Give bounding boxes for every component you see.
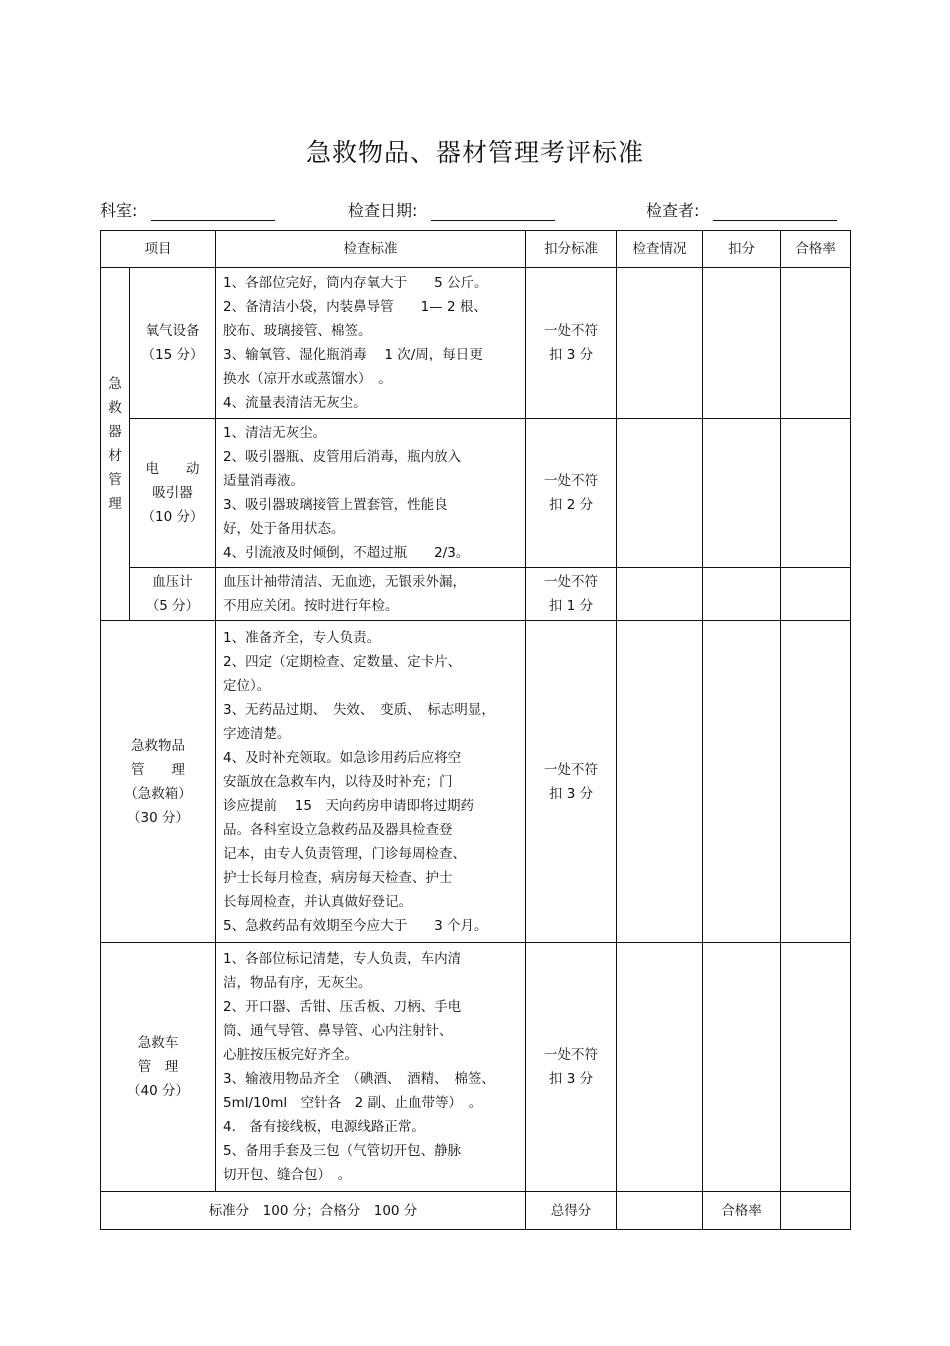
table-row bbox=[101, 419, 851, 568]
bp-deduction-rule: 一处不符 扣 1 分 bbox=[526, 568, 617, 621]
footer-pass-rate-label: 合格率 bbox=[703, 1192, 781, 1230]
cart-deduction-cell[interactable] bbox=[703, 943, 781, 1192]
evaluation-table bbox=[100, 230, 851, 1230]
table-row bbox=[101, 943, 851, 1192]
footer-total-label: 总得分 bbox=[526, 1192, 617, 1230]
oxygen-deduction-rule: 一处不符 扣 3 分 bbox=[526, 268, 617, 419]
bp-pass-rate-cell[interactable] bbox=[781, 568, 851, 621]
bp-item-label: 血压计 （5 分） bbox=[130, 568, 216, 621]
medicine-section-label: 急救物品 管 理 （急救箱） （30 分） bbox=[101, 621, 216, 943]
date-field bbox=[348, 198, 555, 221]
suction-item-label: 电 动 吸引器 （10 分） bbox=[130, 419, 216, 568]
cart-inspection-cell[interactable] bbox=[617, 943, 703, 1192]
oxygen-item-label: 氧气设备 （15 分） bbox=[130, 268, 216, 419]
header-deduction: 扣分 bbox=[703, 231, 781, 268]
medicine-deduction-rule: 一处不符 扣 3 分 bbox=[526, 621, 617, 943]
oxygen-inspection-cell[interactable] bbox=[617, 268, 703, 419]
medicine-pass-rate-cell[interactable] bbox=[781, 621, 851, 943]
inspector-field bbox=[646, 198, 837, 221]
header-item: 项目 bbox=[101, 231, 216, 268]
oxygen-pass-rate-cell[interactable] bbox=[781, 268, 851, 419]
oxygen-deduction-cell[interactable] bbox=[703, 268, 781, 419]
equipment-section-label: 急 救 器 材 管 理 bbox=[101, 268, 130, 621]
suction-inspection-cell[interactable] bbox=[617, 419, 703, 568]
table-row bbox=[101, 621, 851, 943]
header-standard: 检查标准 bbox=[216, 231, 526, 268]
table-row bbox=[101, 268, 851, 419]
cart-pass-rate-cell[interactable] bbox=[781, 943, 851, 1192]
bp-inspection-cell[interactable] bbox=[617, 568, 703, 621]
medicine-deduction-cell[interactable] bbox=[703, 621, 781, 943]
oxygen-standard: 1、各部位完好，筒内存氧大于 5 公斤。 2、备清洁小袋，内装鼻导管 1— 2 根、 胶布、玻璃接管、棉签。 3、输氧管、湿化瓶消毒 1 次/周，每日更 换水（凉开水或蒸馏水） 。 4、流量表清洁无灰尘。 bbox=[216, 268, 526, 419]
inspector-label: 检查者: bbox=[646, 201, 700, 220]
table-row bbox=[101, 568, 851, 621]
department-blank[interactable] bbox=[151, 202, 275, 221]
header-deduction-rule: 扣分标准 bbox=[526, 231, 617, 268]
header-row bbox=[101, 231, 851, 268]
header-inspection: 检查情况 bbox=[617, 231, 703, 268]
date-label: 检查日期: bbox=[348, 201, 418, 220]
cart-section-label: 急救车 管 理 （40 分） bbox=[101, 943, 216, 1192]
footer-row bbox=[101, 1192, 851, 1230]
cart-standard: 1、各部位标记清楚，专人负责，车内清 洁，物品有序，无灰尘。 2、开口器、舌钳、压舌板、刀柄、手电 筒、通气导管、鼻导管、心内注射针、 心脏按压板完好齐全。 3、输液用物品齐全 （碘酒、 酒精、 棉签、 5ml/10ml 空针各 2 副、止血带等） 。 4. 备有接线板，电源线路正常。 5、备用手套及三包（气管切开包、静脉 切开包、缝合包） 。 bbox=[216, 943, 526, 1192]
bp-deduction-cell[interactable] bbox=[703, 568, 781, 621]
medicine-standard: 1、准备齐全，专人负责。 2、四定（定期检查、定数量、定卡片、 定位）。 3、无药品过期、 失效、 变质、 标志明显， 字迹清楚。 4、及时补充领取。如急诊用药后应将空 安瓿放在急救车内，以待及时补充；门 诊应提前 15 天向药房申请即将过期药 品。各科室设立急救药品及器具检查登 记本，由专人负责管理，门诊每周检查、 护士长每月检查，病房每天检查、护士 长每周检查，并认真做好登记。 5、急救药品有效期至今应大于 3 个月。 bbox=[216, 621, 526, 943]
bp-standard: 血压计袖带清洁、无血迹，无银汞外漏， 不用应关闭。按时进行年检。 bbox=[216, 568, 526, 621]
header-pass-rate: 合格率 bbox=[781, 231, 851, 268]
department-field bbox=[100, 198, 275, 221]
suction-deduction-cell[interactable] bbox=[703, 419, 781, 568]
suction-standard: 1、清洁无灰尘。 2、吸引器瓶、皮管用后消毒，瓶内放入 适量消毒液。 3、吸引器玻璃接管上置套管，性能良 好，处于备用状态。 4、引流液及时倾倒，不超过瓶 2/3。 bbox=[216, 419, 526, 568]
medicine-inspection-cell[interactable] bbox=[617, 621, 703, 943]
inspector-blank[interactable] bbox=[713, 202, 837, 221]
date-blank[interactable] bbox=[431, 202, 555, 221]
footer-pass-rate-cell[interactable] bbox=[781, 1192, 851, 1230]
suction-pass-rate-cell[interactable] bbox=[781, 419, 851, 568]
department-label: 科室: bbox=[100, 201, 138, 220]
page-title: 急救物品、器材管理考评标准 bbox=[305, 138, 644, 167]
footer-total-cell[interactable] bbox=[617, 1192, 703, 1230]
cart-deduction-rule: 一处不符 扣 3 分 bbox=[526, 943, 617, 1192]
footer-standard-score: 标准分 100 分；合格分 100 分 bbox=[101, 1192, 526, 1230]
suction-deduction-rule: 一处不符 扣 2 分 bbox=[526, 419, 617, 568]
